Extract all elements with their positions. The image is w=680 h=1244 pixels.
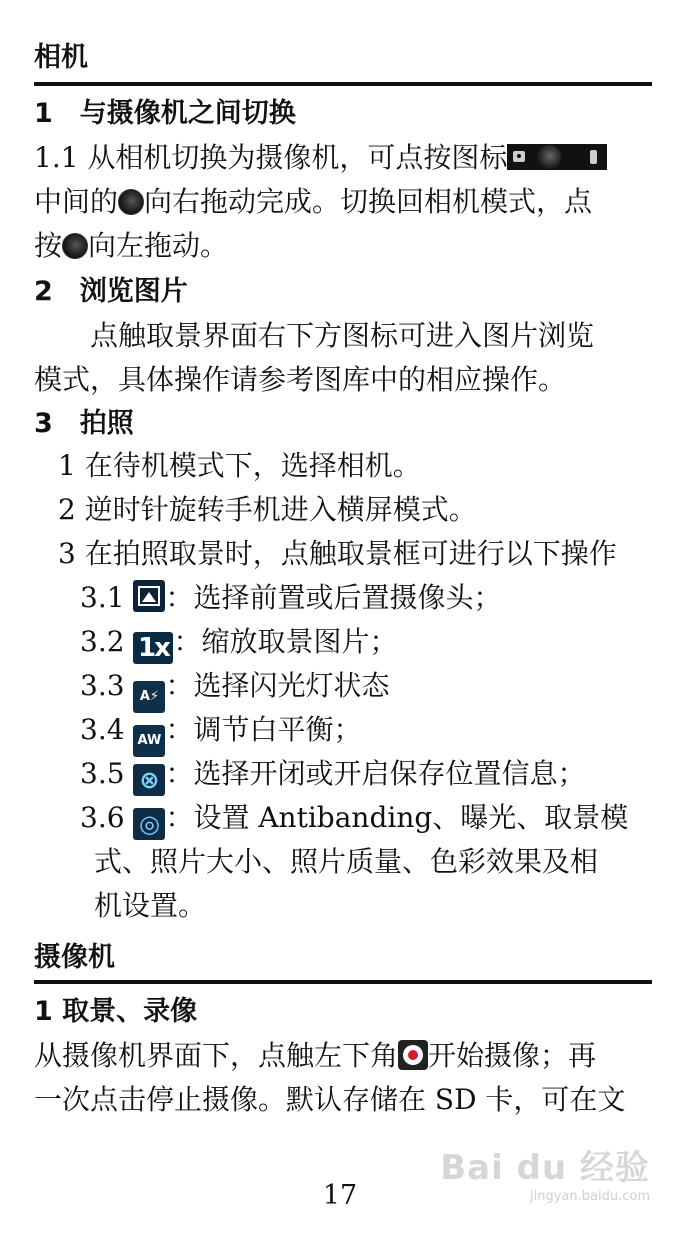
watermark-url: jingyan.baidu.com (530, 1189, 650, 1204)
option-text: ：设置 Antibanding、曝光、取景模 (165, 801, 629, 834)
text-fragment: 1.1 从相机切换为摄像机，可点按图标 (34, 141, 508, 174)
section-title-camera: 相机 (34, 42, 88, 73)
option-number: 3.6 (80, 801, 125, 834)
text-fragment: 开始摄像；再 (428, 1039, 597, 1072)
option-text: ：调节白平衡； (165, 713, 362, 746)
slider-knob-icon (118, 189, 144, 215)
picture-icon (133, 580, 165, 612)
record-icon (398, 1040, 428, 1070)
text-fragment: 向右拖动完成。切换回相机模式，点 (144, 185, 593, 218)
option-item (80, 754, 585, 796)
paragraph-line (34, 226, 228, 266)
watermark-brand: Bai du 经验 (440, 1148, 650, 1188)
text-fragment: 向左拖动。 (88, 229, 229, 262)
paragraph-line: 模式，具体操作请参考图库中的相应操作。 (34, 363, 567, 396)
option-text: ：缩放取景图片； (173, 625, 398, 658)
option-number: 3.1 (80, 581, 125, 614)
heading-browse: 2 浏览图片 (34, 276, 188, 307)
text-fragment: 中间的 (34, 185, 119, 218)
option-number: 3.5 (80, 757, 125, 790)
settings-icon: ◎ (133, 808, 165, 840)
paragraph-line (34, 182, 592, 222)
option-number: 3.2 (80, 625, 125, 658)
step-item: 1 在待机模式下，选择相机。 (58, 449, 421, 482)
mode-switch-icon (507, 144, 607, 170)
location-icon: ⊗ (133, 764, 165, 796)
paragraph-line: 一次点击停止摄像。默认存储在 SD 卡，可在文 (34, 1083, 626, 1116)
heading-record: 1 取景、录像 (34, 996, 198, 1027)
option-number: 3.4 (80, 713, 125, 746)
step-item: 2 逆时针旋转手机进入横屏模式。 (58, 493, 477, 526)
zoom-icon: 1x (133, 632, 173, 664)
text-fragment: 按 (34, 229, 63, 262)
paragraph-line: 点触取景界面右下方图标可进入图片浏览 (34, 319, 595, 352)
option-text: ：选择闪光灯状态 (165, 669, 390, 702)
page-number: 17 (322, 1180, 358, 1211)
step-item: 3 在拍照取景时，点触取景框可进行以下操作 (58, 537, 617, 570)
section-rule (34, 980, 652, 984)
watermark (440, 1140, 650, 1204)
section-title-video: 摄像机 (34, 942, 115, 973)
white-balance-icon: AW (133, 725, 165, 757)
heading-switch: 1 与摄像机之间切换 (34, 98, 296, 129)
slider-knob-icon (62, 233, 88, 259)
option-number: 3.3 (80, 669, 125, 702)
paragraph-line (34, 1036, 596, 1076)
option-continuation: 式、照片大小、照片质量、色彩效果及相 (94, 845, 599, 878)
option-item (80, 578, 501, 618)
option-text: ：选择开闭或开启保存位置信息； (165, 757, 586, 790)
option-item (80, 622, 397, 664)
option-item (80, 710, 361, 757)
paragraph-line (34, 138, 607, 178)
option-text: ：选择前置或后置摄像头； (165, 581, 502, 614)
flash-icon: A⚡ (133, 681, 165, 713)
section-rule (34, 82, 652, 86)
option-item (80, 666, 389, 713)
text-fragment: 从摄像机界面下，点触左下角 (34, 1039, 399, 1072)
heading-photo: 3 拍照 (34, 408, 134, 439)
option-item (80, 798, 628, 840)
option-continuation: 机设置。 (94, 889, 207, 922)
